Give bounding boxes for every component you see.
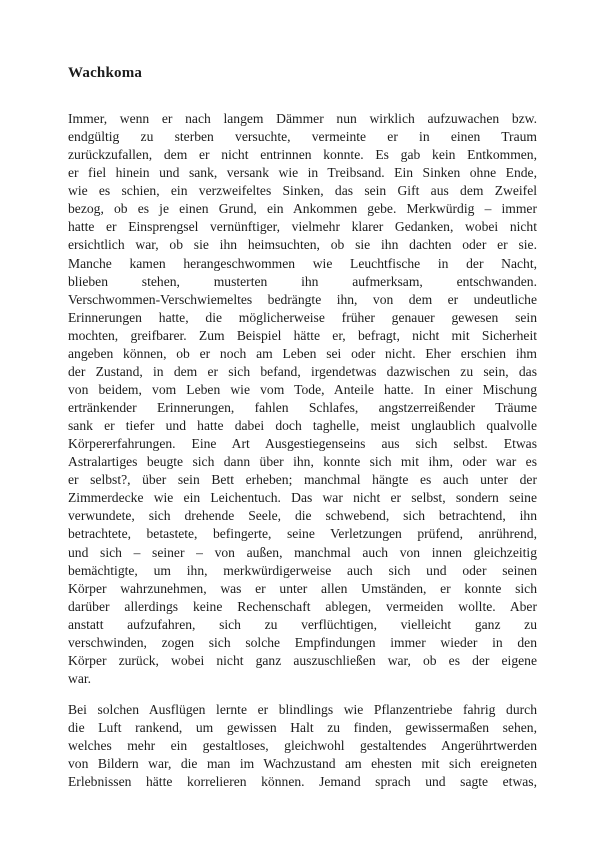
text-line: von beidem, vom Leben wie vom Tode, Anteile hatte. In einer Mischung <box>68 381 537 397</box>
text-line: verschwinden, zogen sich solche Empfindungen immer wieder in den <box>68 634 537 650</box>
text-line: Verschwommen-Verschwiemeltes bedrängte ihn, von dem er undeutliche <box>68 291 537 307</box>
text-line: bemächtigte, um ihn, merkwürdigerweise auch sich und oder seinen <box>68 562 537 578</box>
chapter-title: Wachkoma <box>68 65 143 81</box>
text-line: darüber allerdings keine Rechenschaft ablegen, vermeiden wollte. Aber <box>68 598 537 614</box>
text-line: er fiel hinein und sank, versank wie in Treibsand. Ein Sinken ohne Ende, <box>68 165 537 181</box>
text-line: Erinnerungen hatte, die möglicherweise früher genauer gewesen sein <box>68 309 537 325</box>
text-line: die Luft rankend, um gewissen Halt zu finden, gewissermaßen sehen, <box>68 720 537 736</box>
text-line: Körper wahrzunehmen, was er unter allen Umständen, er konnte sich <box>68 580 537 596</box>
text-line: bezog, ob es je einen Grund, ein Ankommen gebe. Merkwürdig – immer <box>68 201 537 217</box>
text-line: Bei solchen Ausflügen lernte er blindlings wie Pflanzentriebe fahrig durch <box>68 702 537 717</box>
text-line: ersichtlich war, ob sie ihn heimsuchten, ob sie ihn dachten oder er sie. <box>68 237 537 253</box>
text-line: er selbst?, über sein Bett erheben; manchmal hängte es auch unter der <box>68 472 537 488</box>
text-line: sank er tiefer und hatte dabei doch taghelle, meist unglaublich qualvolle <box>68 418 537 434</box>
paragraph <box>68 701 537 791</box>
text-line: von Bildern war, die man im Wachzustand am ehesten mit sich ereigneten <box>68 756 537 772</box>
text-line: betrachtete, betastete, befingerte, seine Verletzungen prüfend, anrührend, <box>68 526 537 542</box>
text-column <box>68 64 537 791</box>
text-line: anstatt aufzufahren, sich zu verflüchtigen, vielleicht ganz zu <box>68 616 537 632</box>
text-line: Zimmerdecke wie ein Leichentuch. Das war nicht er selbst, sondern seine <box>68 490 537 506</box>
text-line: wie es schien, ein verzweifeltes Sinken, das sein Gift aus dem Zweifel <box>68 183 537 199</box>
text-line: verwundete, sich drehende Seele, die schwebend, sich betrachtend, ihn <box>68 508 537 524</box>
text-line: Manche kamen herangeschwommen wie Leuchtfische in der Nacht, <box>68 255 537 271</box>
text-line: ertränkender Erinnerungen, fahlen Schlafes, angstzerreißender Träume <box>68 400 537 415</box>
text-line: angeben können, ob er noch am Leben sei oder nicht. Eher erschien ihm <box>68 345 537 361</box>
text-line: welches mehr ein gestaltloses, gleichwohl gestaltendes Angerührtwerden <box>68 738 537 754</box>
text-line: der Zustand, in dem er sich befand, irgendetwas dazwischen zu sein, das <box>68 363 537 379</box>
text-line: mochten, greifbarer. Zum Beispiel hätte er, befragt, nicht mit Sicherheit <box>68 327 537 343</box>
text-line: und sich – seiner – von außen, manchmal auch von innen gleichzeitig <box>68 544 537 560</box>
text-line: war. <box>68 670 92 686</box>
paragraph <box>68 110 537 688</box>
body-text <box>68 110 537 791</box>
text-line: hatte er Einsprengsel vernünftiger, vielmehr klarer Gedanken, wobei nicht <box>68 219 537 235</box>
text-line: endgültig zu sterben versuchte, vermeinte er in einen Traum <box>68 129 537 145</box>
text-line: Körpererfahrungen. Eine Art Ausgestiegenseins aus sich selbst. Etwas <box>68 436 537 452</box>
text-line: Immer, wenn er nach langem Dämmer nun wirklich aufzuwachen bzw. <box>68 111 537 126</box>
text-line: Körper zurück, wobei nicht ganz auszuschließen war, ob es der eigene <box>68 652 537 668</box>
text-line: blieben stehen, musterten ihn aufmerksam, entschwanden. <box>68 273 537 289</box>
text-line: Astralartiges beugte sich dann über ihn, konnte sich mit ihm, oder war es <box>68 454 537 470</box>
text-line: Erlebnissen hätte korrelieren können. Jemand sprach und sagte etwas, <box>68 774 537 790</box>
text-line: zurückzufallen, dem er nicht entrinnen konnte. Es gab kein Entkommen, <box>68 147 537 163</box>
